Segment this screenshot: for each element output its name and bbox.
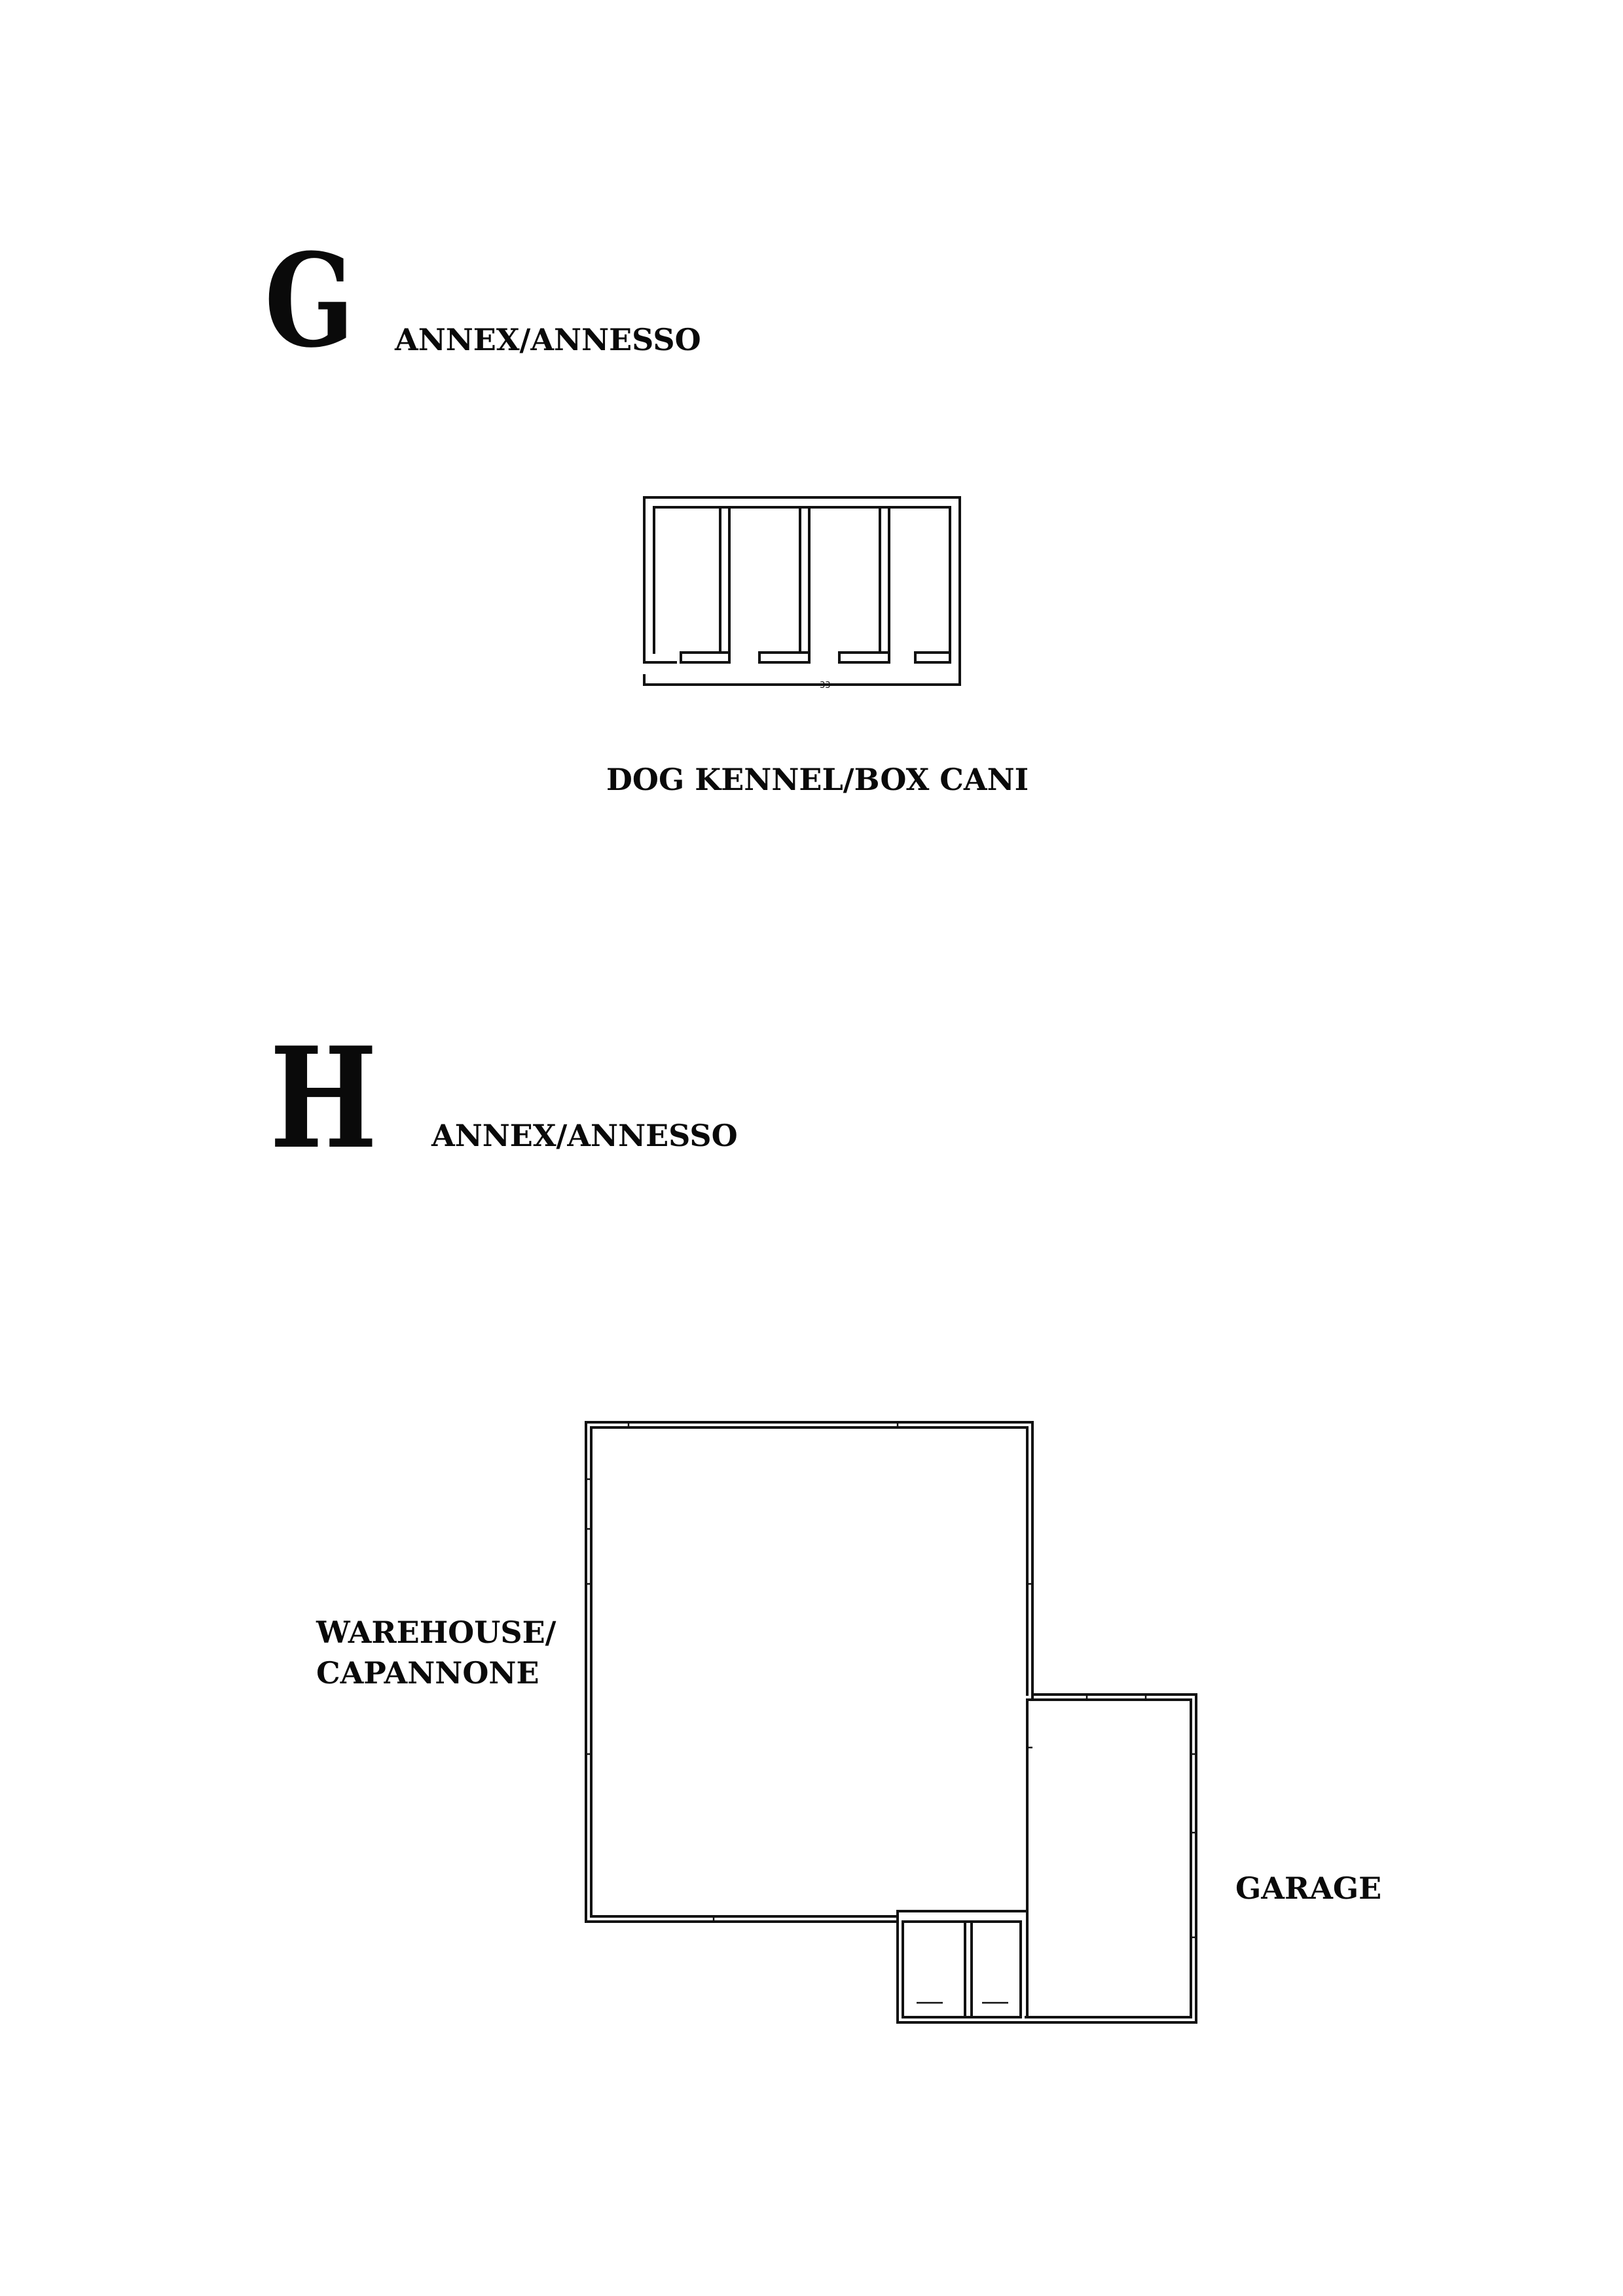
room-label-warehouse-line-2: CAPANNONE [316,1655,539,1691]
section-letter-g: G [264,226,355,376]
section-title-g: ANNEX/ANNESSO [395,322,701,357]
room-label-garage: GARAGE [1235,1871,1382,1906]
room-label-warehouse [316,1612,556,1693]
room-label-dog-kennel: DOG KENNEL/BOX CANI [606,762,1029,797]
kennel-dimension-label: 33 [820,681,831,691]
room-label-warehouse-line-1: WAREHOUSE/ [316,1615,556,1650]
section-letter-h: H [270,1016,378,1179]
section-title-h: ANNEX/ANNESSO [431,1118,738,1153]
